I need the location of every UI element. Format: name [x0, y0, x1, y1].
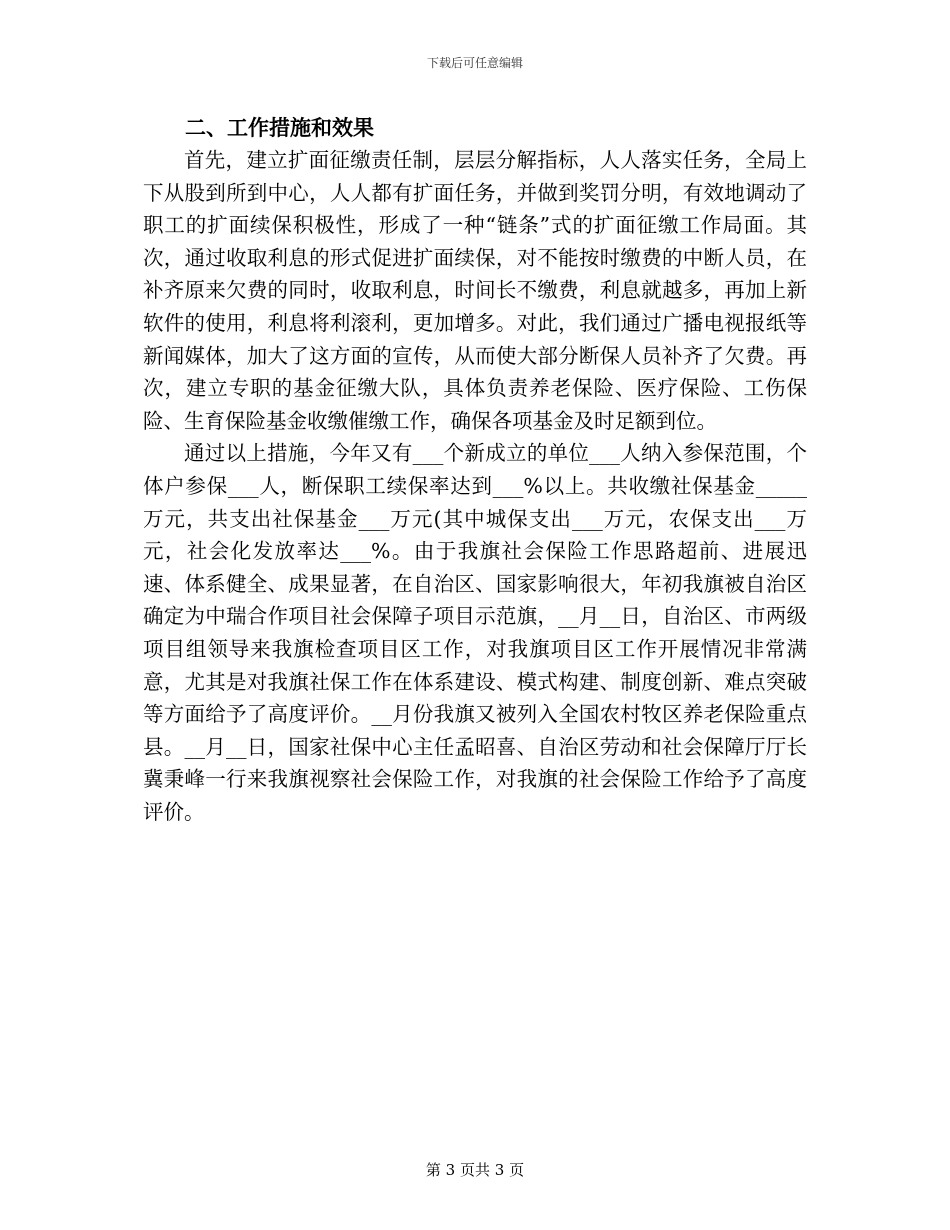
page-number-footer: 第 3 页共 3 页	[425, 1161, 525, 1179]
document-body	[143, 112, 807, 828]
paragraph-results: 通过以上措施，今年又有___个新成立的单位___人纳入参保范围，个体户参保___人，断保职工续保率达到___%以上。共收缴社保基金_____万元，共支出社保基金___万元(其中城保支出___万元，农保支出___万元，社会化发放率达___%。由于我旗社会保险工作思路超前、进展迅速、体系健全、成果显著，在自治区、国家影响很大，年初我旗被自治区确定为中瑞合作项目社会保障子项目示范旗，__月__日，自治区、市两级项目组领导来我旗检查项目区工作，对我旗项目区工作开展情况非常满意，尤其是对我旗社保工作在体系建设、模式构建、制度创新、难点突破等方面给予了高度评价。__月份我旗又被列入全国农村牧区养老保险重点县。__月__日，国家社保中心主任孟昭喜、自治区劳动和社会保障厅厅长冀秉峰一行来我旗视察社会保险工作，对我旗的社会保险工作给予了高度评价。	[143, 441, 807, 824]
paragraph-measures: 首先，建立扩面征缴责任制，层层分解指标，人人落实任务，全局上下从股到所到中心，人人都有扩面任务，并做到奖罚分明，有效地调动了职工的扩面续保积极性，形成了一种“链条”式的扩面征缴工作局面。其次，通过收取利息的形式促进扩面续保，对不能按时缴费的中断人员，在补齐原来欠费的同时，收取利息，时间长不缴费，利息就越多，再加上新软件的使用，利息将利滚利，更加增多。对此，我们通过广播电视报纸等新闻媒体，加大了这方面的宣传，从而使大部分断保人员补齐了欠费。再次，建立专职的基金征缴大队，具体负责养老保险、医疗保险、工伤保险、生育保险基金收缴催缴工作，确保各项基金及时足额到位。	[143, 148, 807, 433]
section-heading: 二、工作措施和效果	[185, 115, 374, 140]
header-note: 下载后可任意编辑	[426, 56, 523, 70]
